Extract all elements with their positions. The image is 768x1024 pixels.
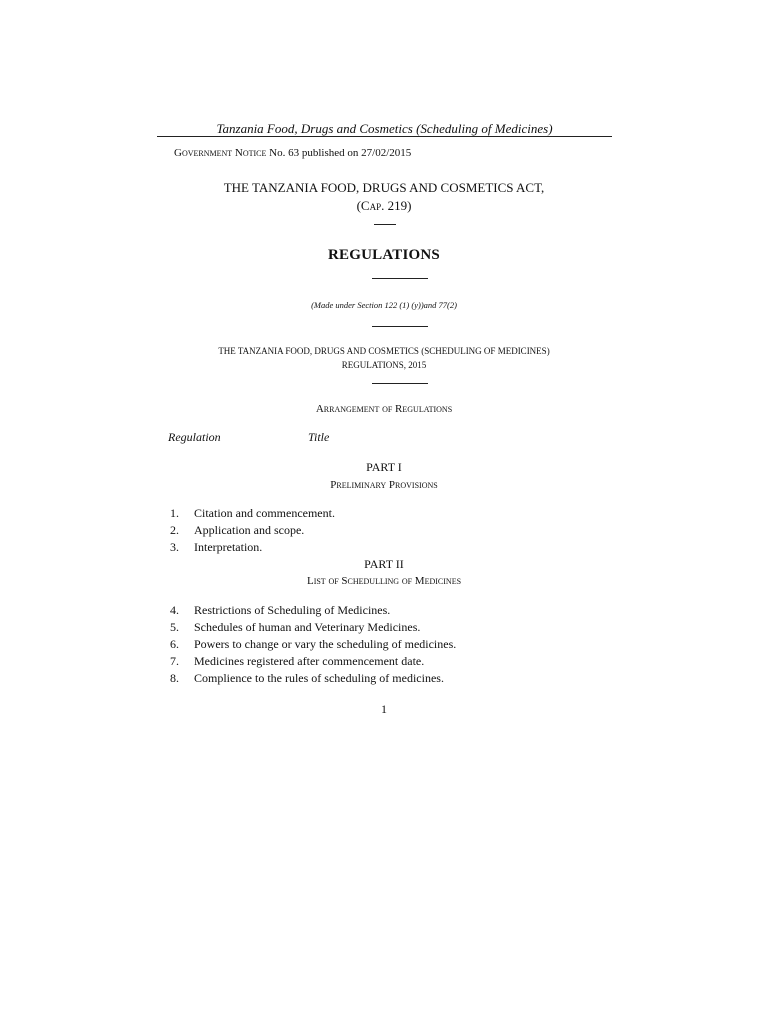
part-1-list	[170, 505, 335, 556]
cap-label: Cap	[360, 198, 382, 213]
list-item	[170, 670, 456, 687]
running-header: Tanzania Food, Drugs and Cosmetics (Scheduling of Medicines)	[216, 121, 553, 136]
list-item	[170, 539, 335, 556]
made-under-note: (Made under Section 122 (1) (y))and 77(2)	[311, 300, 457, 310]
list-item	[170, 619, 456, 636]
list-item	[170, 602, 456, 619]
government-notice	[174, 146, 411, 160]
item-text: Medicines registered after commencement date.	[194, 654, 425, 668]
cap-open: (	[356, 198, 361, 213]
long-title-line-2: REGULATIONS, 2015	[341, 360, 427, 370]
item-number: 2.	[170, 523, 179, 537]
item-text: Complience to the rules of scheduling of medicines.	[194, 671, 444, 685]
item-number: 8.	[170, 671, 179, 685]
arrangement-heading: Arrangement of Regulations	[315, 403, 453, 415]
list-item	[170, 653, 456, 670]
item-text: Citation and commencement.	[194, 506, 335, 520]
act-title: THE TANZANIA FOOD, DRUGS AND COSMETICS ACT,	[223, 180, 545, 195]
column-heading-title: Title	[308, 430, 330, 444]
separator-rule-3	[372, 326, 428, 327]
regulations-title: REGULATIONS	[328, 247, 440, 263]
list-item	[170, 505, 335, 522]
item-number: 1.	[170, 506, 179, 520]
part-2-list	[170, 602, 456, 687]
item-text: Restrictions of Scheduling of Medicines.	[194, 603, 391, 617]
long-title-line-1: THE TANZANIA FOOD, DRUGS AND COSMETICS (SCHEDULING OF MEDICINES)	[218, 346, 550, 356]
separator-rule-1	[374, 224, 396, 225]
long-title	[0, 344, 768, 372]
item-number: 7.	[170, 654, 179, 668]
part-2-heading: PART II	[364, 557, 404, 571]
header-rule	[157, 136, 612, 137]
item-text: Powers to change or vary the scheduling of medicines.	[194, 637, 457, 651]
cap-number: . 219)	[381, 198, 412, 213]
item-number: 5.	[170, 620, 179, 634]
separator-rule-2	[372, 278, 428, 279]
government-notice-label: Government Notice	[174, 147, 267, 159]
column-heading-regulation: Regulation	[168, 430, 221, 444]
list-item	[170, 636, 456, 653]
item-text: Interpretation.	[194, 540, 263, 554]
list-item	[170, 522, 335, 539]
item-text: Schedules of human and Veterinary Medicines.	[194, 620, 421, 634]
item-text: Application and scope.	[194, 523, 305, 537]
item-number: 6.	[170, 637, 179, 651]
page-number: 1	[381, 702, 387, 716]
part-2-subheading: List of Schedulling of Medicines	[306, 575, 462, 587]
act-chapter	[0, 198, 768, 214]
part-1-heading: PART I	[366, 460, 402, 474]
separator-rule-4	[372, 383, 428, 384]
government-notice-text: No. 63 published on 27/02/2015	[266, 147, 412, 159]
item-number: 4.	[170, 603, 179, 617]
part-1-subheading: Preliminary Provisions	[330, 479, 438, 491]
item-number: 3.	[170, 540, 179, 554]
